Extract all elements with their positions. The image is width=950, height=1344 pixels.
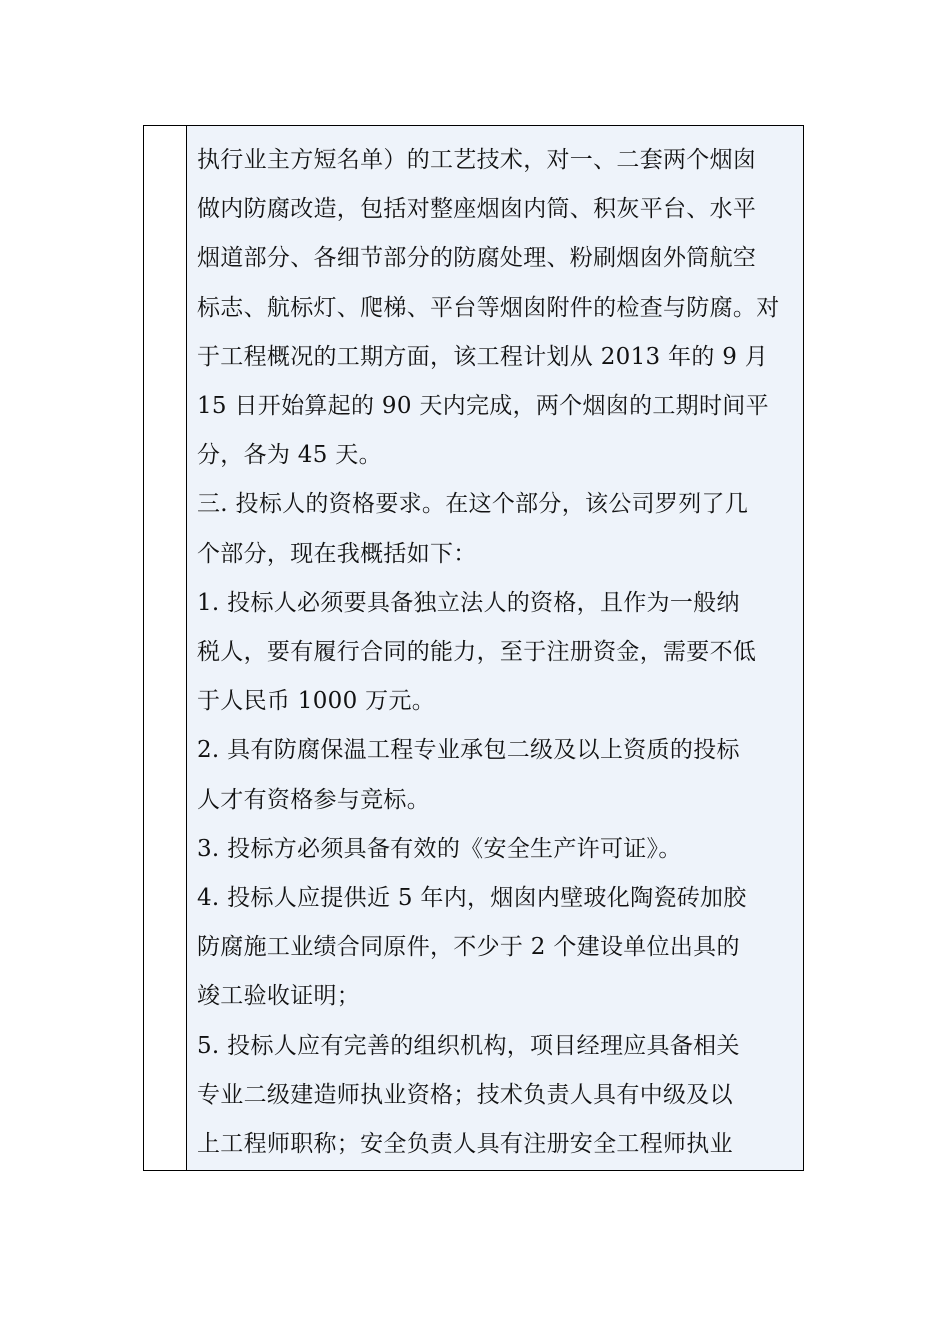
text-line: 三. 投标人的资格要求。在这个部分，该公司罗列了几 — [197, 491, 749, 518]
text-line: 专业二级建造师执业资格；技术负责人具有中级及以 — [197, 1081, 733, 1108]
text-line: 5. 投标人应有完善的组织机构，项目经理应具备相关 — [197, 1032, 740, 1059]
text-line: 防腐施工业绩合同原件，不少于 2 个建设单位出具的 — [197, 934, 740, 961]
text-line: 个部分，现在我概括如下： — [197, 540, 477, 567]
text-line: 于人民币 1000 万元。 — [197, 688, 436, 715]
table-left-column — [144, 126, 187, 1170]
text-line: 1. 投标人必须要具备独立法人的资格，且作为一般纳 — [197, 589, 740, 616]
text-line: 烟道部分、各细节部分的防腐处理、粉刷烟囱外筒航空 — [197, 245, 757, 272]
text-line: 于工程概况的工期方面，该工程计划从 2013 年的 9 月 — [197, 343, 769, 370]
text-line: 税人，要有履行合同的能力，至于注册资金，需要不低 — [197, 639, 757, 666]
document-table — [143, 125, 804, 1171]
text-line: 3. 投标方必须具备有效的《安全生产许可证》。 — [197, 835, 682, 862]
text-line: 人才有资格参与竞标。 — [197, 786, 430, 813]
text-line: 执行业主方短名单）的工艺技术，对一、二套两个烟囱 — [197, 147, 757, 173]
text-line: 2. 具有防腐保温工程专业承包二级及以上资质的投标 — [197, 737, 740, 764]
document-body — [197, 136, 801, 1169]
text-line: 做内防腐改造，包括对整座烟囱内筒、积灰平台、水平 — [197, 196, 757, 223]
text-line: 分，各为 45 天。 — [197, 442, 382, 469]
body-text — [197, 136, 801, 1169]
text-line: 4. 投标人应提供近 5 年内，烟囱内壁玻化陶瓷砖加胶 — [197, 885, 747, 912]
text-line: 上工程师职称；安全负责人具有注册安全工程师执业 — [197, 1131, 733, 1158]
text-line: 竣工验收证明； — [197, 983, 361, 1010]
text-line: 15 日开始算起的 90 天内完成，两个烟囱的工期时间平 — [197, 393, 769, 420]
text-line: 标志、航标灯、爬梯、平台等烟囱附件的检查与防腐。对 — [197, 294, 780, 321]
